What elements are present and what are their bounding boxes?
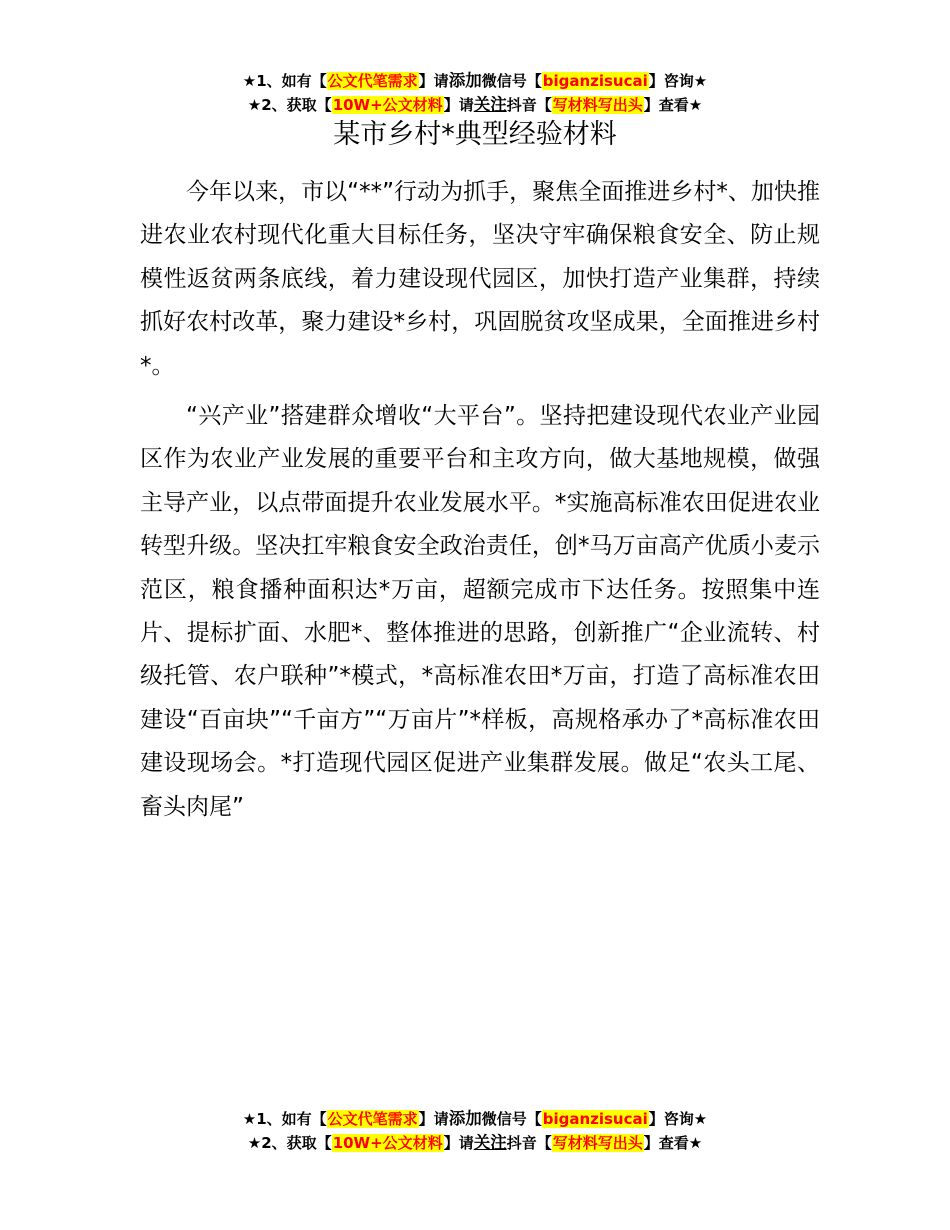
banner-text: 】请 — [418, 72, 449, 90]
banner-highlight: 写材料写出头 — [552, 1134, 643, 1152]
banner-text: 抖音【 — [506, 96, 552, 114]
banner-highlight: 公文代笔需求 — [327, 1110, 418, 1128]
banner-text: ★2、获取【 — [247, 1134, 332, 1152]
banner-highlight: 10W+公文材料 — [332, 96, 443, 114]
banner-emphasis: 添加 — [448, 1109, 482, 1128]
banner-text: 】请 — [418, 1110, 449, 1128]
banner-emphasis: 关注 — [473, 1133, 507, 1152]
banner-text: 】咨询★ — [648, 1110, 708, 1128]
banner-highlight: biganzisucai — [542, 72, 648, 90]
banner-text: 抖音【 — [506, 1134, 552, 1152]
banner-text: 微信号【 — [481, 72, 542, 90]
banner-text: ★1、如有【 — [242, 1110, 327, 1128]
banner-highlight: 写材料写出头 — [552, 96, 643, 114]
banner-highlight: biganzisucai — [542, 1110, 648, 1128]
banner-text: 】查看★ — [643, 96, 703, 114]
banner-text: 】查看★ — [643, 1134, 703, 1152]
banner-text: 】咨询★ — [648, 72, 708, 90]
footer-banner — [0, 1107, 950, 1155]
banner-line-2 — [0, 93, 950, 117]
banner-highlight: 10W+公文材料 — [332, 1134, 443, 1152]
document-title: 某市乡村*典型经验材料 — [333, 119, 617, 150]
banner-text: 】请 — [443, 1134, 474, 1152]
header-banner — [0, 69, 950, 117]
banner-text: 】请 — [443, 96, 474, 114]
banner-text: ★1、如有【 — [242, 72, 327, 90]
paragraph: “兴产业”搭建群众增收“大平台”。坚持把建设现代农业产业园区作为农业产业发展的重要平台和主攻方向，做大基地规模，做强主导产业，以点带面提升农业发展水平。*实施高标准农田促进农业转型升级。坚决扛牢粮食安全政治责任，创*马万亩高产优质小麦示范区，粮食播种面积达*万亩，超额完成市下达任务。按照集中连片、提标扩面、水肥*、整体推进的思路，创新推广“企业流转、村级托管、农户联种”*模式，*高标准农田*万亩，打造了高标准农田建设“百亩块”“千亩方”“万亩片”*样板，高规格承办了*高标准农田建设现场会。*打造现代园区促进产业集群发展。做足“农头工尾、畜头肉尾” — [140, 403, 820, 820]
banner-text: ★2、获取【 — [247, 96, 332, 114]
banner-emphasis: 关注 — [473, 95, 507, 114]
paragraph: 今年以来，市以“**”行动为抓手，聚焦全面推进乡村*、加快推进农业农村现代化重大目标任务，坚决守牢确保粮食安全、防止规模性返贫两条底线，着力建设现代园区，加快打造产业集群，持续抓好农村改革，聚力建设*乡村，巩固脱贫攻坚成果，全面推进乡村*。 — [140, 179, 820, 379]
banner-line-1 — [0, 69, 950, 93]
banner-line-2 — [0, 1131, 950, 1155]
banner-text: 微信号【 — [481, 1110, 542, 1128]
banner-emphasis: 添加 — [448, 71, 482, 90]
document-body — [140, 171, 820, 836]
banner-highlight: 公文代笔需求 — [327, 72, 418, 90]
banner-line-1 — [0, 1107, 950, 1131]
